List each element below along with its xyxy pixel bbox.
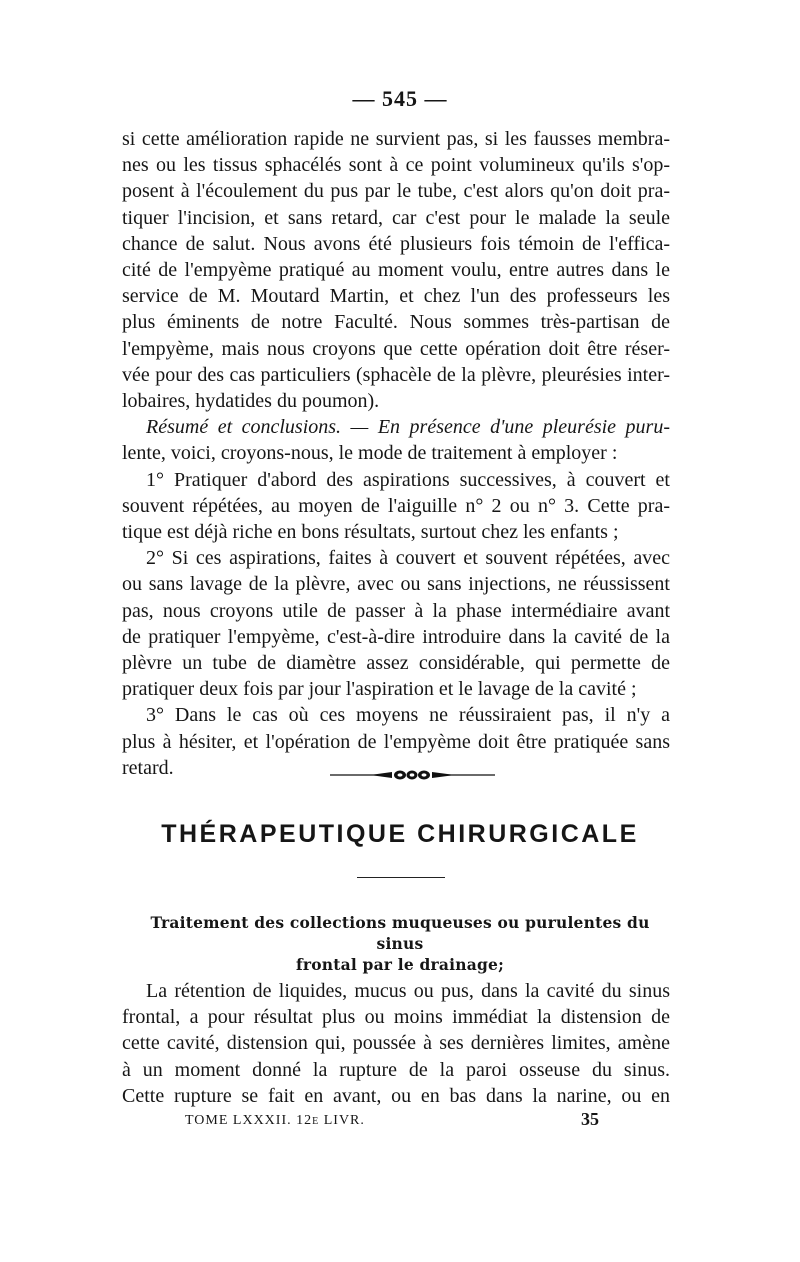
- text-line: vée pour des cas particuliers (sphacèle de la plèvre, pleurésies inter-: [122, 363, 670, 386]
- text-line: chance de salut. Nous avons été plusieurs fois témoin de l'effica-: [122, 232, 670, 255]
- section-title: THÉRAPEUTIQUE CHIRURGICALE: [161, 820, 639, 848]
- text-line: Cette rupture se fait en avant, ou en bas dans la narine, ou en: [122, 1084, 670, 1107]
- text-line: souvent répétées, au moyen de l'aiguille n° 2 ou n° 3. Cette pra-: [122, 494, 670, 517]
- text-line-summary-head: [122, 414, 670, 440]
- text-line: service de M. Moutard Martin, et chez l'un des professeurs les: [122, 285, 670, 308]
- signature-mark: TOME LXXXII. 12e LIVR.: [185, 1113, 365, 1128]
- paragraph-point-1: [122, 467, 670, 546]
- text-line: plus éminents de notre Faculté. Nous sommes très-partisan de: [122, 311, 670, 334]
- text-line: lente, voici, croyons-nous, le mode de traitement à employer :: [122, 442, 618, 465]
- text-line: ou sans lavage de la plèvre, avec ou sans injections, ne réussissent: [122, 573, 670, 596]
- summary-heading: Résumé et conclusions. — En présence d'une pleurésie puru-: [146, 416, 670, 439]
- text-line: de pratiquer l'empyème, c'est-à-dire introduire dans la cavité de la: [122, 625, 670, 648]
- text-line: cité de l'empyème pratiqué au moment voulu, entre autres dans le: [122, 259, 670, 282]
- sheet-number: 35: [581, 1109, 599, 1129]
- paragraph-opening: [122, 978, 670, 1109]
- top-text-block: [122, 126, 670, 781]
- text-line: nes ou les tissus sphacélés sont à ce point volumineux qu'ils s'op-: [122, 154, 670, 177]
- text-line: plèvre un tube de diamètre assez considérable, qui permette de: [122, 652, 670, 675]
- text-line: La rétention de liquides, mucus ou pus, dans la cavité du sinus: [146, 980, 670, 1002]
- paragraph-continuation: [122, 126, 670, 414]
- text-line: cette cavité, distension qui, poussée à ses dernières limites, amène: [122, 1032, 670, 1055]
- text-line: plus à hésiter, et l'opération de l'empyème doit être pratiquée sans: [122, 730, 670, 753]
- text-line: 2° Si ces aspirations, faites à couvert et souvent répétées, avec: [146, 547, 670, 570]
- text-line: 3° Dans le cas où ces moyens ne réussiraient pas, il n'y a: [146, 704, 670, 727]
- text-line: lobaires, hydatides du poumon).: [122, 390, 380, 413]
- text-line: posent à l'écoulement du pus par le tube, c'est alors qu'on doit pra-: [122, 180, 670, 203]
- paragraph-summary: [122, 414, 670, 466]
- text-line: à un moment donné la rupture de la paroi osseuse du sinus.: [122, 1058, 670, 1081]
- text-line: pas, nous croyons utile de passer à la phase intermédiaire avant: [122, 599, 670, 622]
- page-number: — 545 —: [352, 86, 448, 111]
- bottom-text-block: [122, 978, 670, 1109]
- text-line: retard.: [122, 756, 174, 779]
- text-line: si cette amélioration rapide ne survient pas, si les fausses membra-: [122, 128, 670, 150]
- paragraph-point-2: [122, 545, 670, 702]
- page-footer: [0, 1109, 800, 1131]
- article-subheading: [136, 912, 664, 975]
- text-line: frontal, a pour résultat plus ou moins immédiat la distension de: [122, 1006, 670, 1029]
- subheading-line: Traitement des collections muqueuses ou purulentes du sinus: [150, 913, 650, 953]
- subheading-line: frontal par le drainage;: [296, 955, 504, 974]
- title-rule: [357, 877, 445, 878]
- text-line: tique est déjà riche en bons résultats, surtout chez les enfants ;: [122, 521, 619, 544]
- text-line: l'empyème, mais nous croyons que cette opération doit être réser-: [122, 337, 670, 360]
- ornament-divider: [330, 768, 495, 782]
- text-line: pratiquer deux fois par jour l'aspiration et le lavage de la cavité ;: [122, 678, 637, 701]
- text-line: tiquer l'incision, et sans retard, car c'est pour le malade la seule: [122, 206, 670, 229]
- text-line: 1° Pratiquer d'abord des aspirations successives, à couvert et: [146, 468, 670, 491]
